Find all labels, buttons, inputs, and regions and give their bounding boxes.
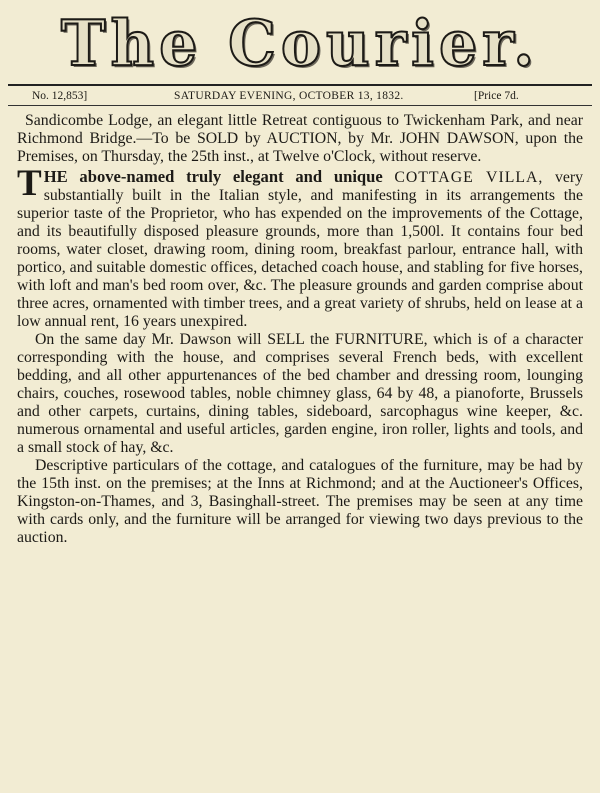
- paragraph-main-text: very substantially built in the Italian style, and manifesting in its arrangements the superior taste of the Proprietor, who has expended on the improvements of the Cottage, and its beautifully disposed pleasure grounds, more than 1,500l. It contains four bed rooms, water closet, drawing room, dining room, breakfast parlour, entrance hall, with portico, and suitable domestic offices, detached coach house, and stabling for five horses, with loft and man's bed room over, &c. The pleasure grounds and garden comprise about three acres, ornamented with timber trees, and a great variety of shrubs, held on lease at a low annual rent, 16 years unexpired.: [17, 169, 584, 330]
- article-body: [17, 112, 583, 547]
- issue-price: [Price 7d.: [474, 90, 519, 102]
- issue-number: No. 12,853]: [32, 90, 88, 102]
- article-paragraph-particulars: Descriptive particulars of the cottage, and catalogues of the furniture, may be had by the 15th inst. on the premises; at the Inns at Richmond; and at the Auctioneer's Offices, Kingston-on-Thames, and 3, Basinghall-street. The premises may be seen at any time with cards only, and the furniture will be arranged for viewing two days previous to the auction.: [17, 457, 583, 546]
- lead-heading: HE above-named truly elegant and unique: [43, 167, 383, 186]
- masthead-rule-top: [8, 84, 592, 86]
- article-paragraph-furniture: On the same day Mr. Dawson will SELL the FURNITURE, which is of a character corresponding with the house, and comprises several French beds, with excellent bedding, and all other appurtenances of the bed chamber and dressing room, lounging chairs, couches, rosewood tables, noble chimney glass, 64 by 48, a pianoforte, Brussels and other carpets, curtains, dining tables, sideboard, sarcophagus wine keeper, &c. numerous ornamental and useful articles, garden engine, iron roller, lights and tools, and a small stock of hay, &c.: [17, 331, 583, 456]
- masthead-rule-bottom: [8, 105, 592, 106]
- drop-cap: T: [17, 163, 42, 204]
- dateline: [12, 88, 588, 104]
- newspaper-title: The Courier.: [60, 7, 540, 81]
- article-intro: Sandicombe Lodge, an elegant little Retreat contiguous to Twickenham Park, and near Richmond Bridge.—To be SOLD by AUCTION, by Mr. JOHN DAWSON, upon the Premises, on Thursday, the 25th inst., at Twelve o'Clock, without reserve.: [17, 112, 583, 165]
- issue-date: SATURDAY EVENING, OCTOBER 13, 1832.: [174, 90, 404, 102]
- lead-caps: COTTAGE VILLA,: [394, 169, 544, 186]
- article-paragraph-main: [17, 163, 584, 331]
- masthead: [0, 4, 600, 84]
